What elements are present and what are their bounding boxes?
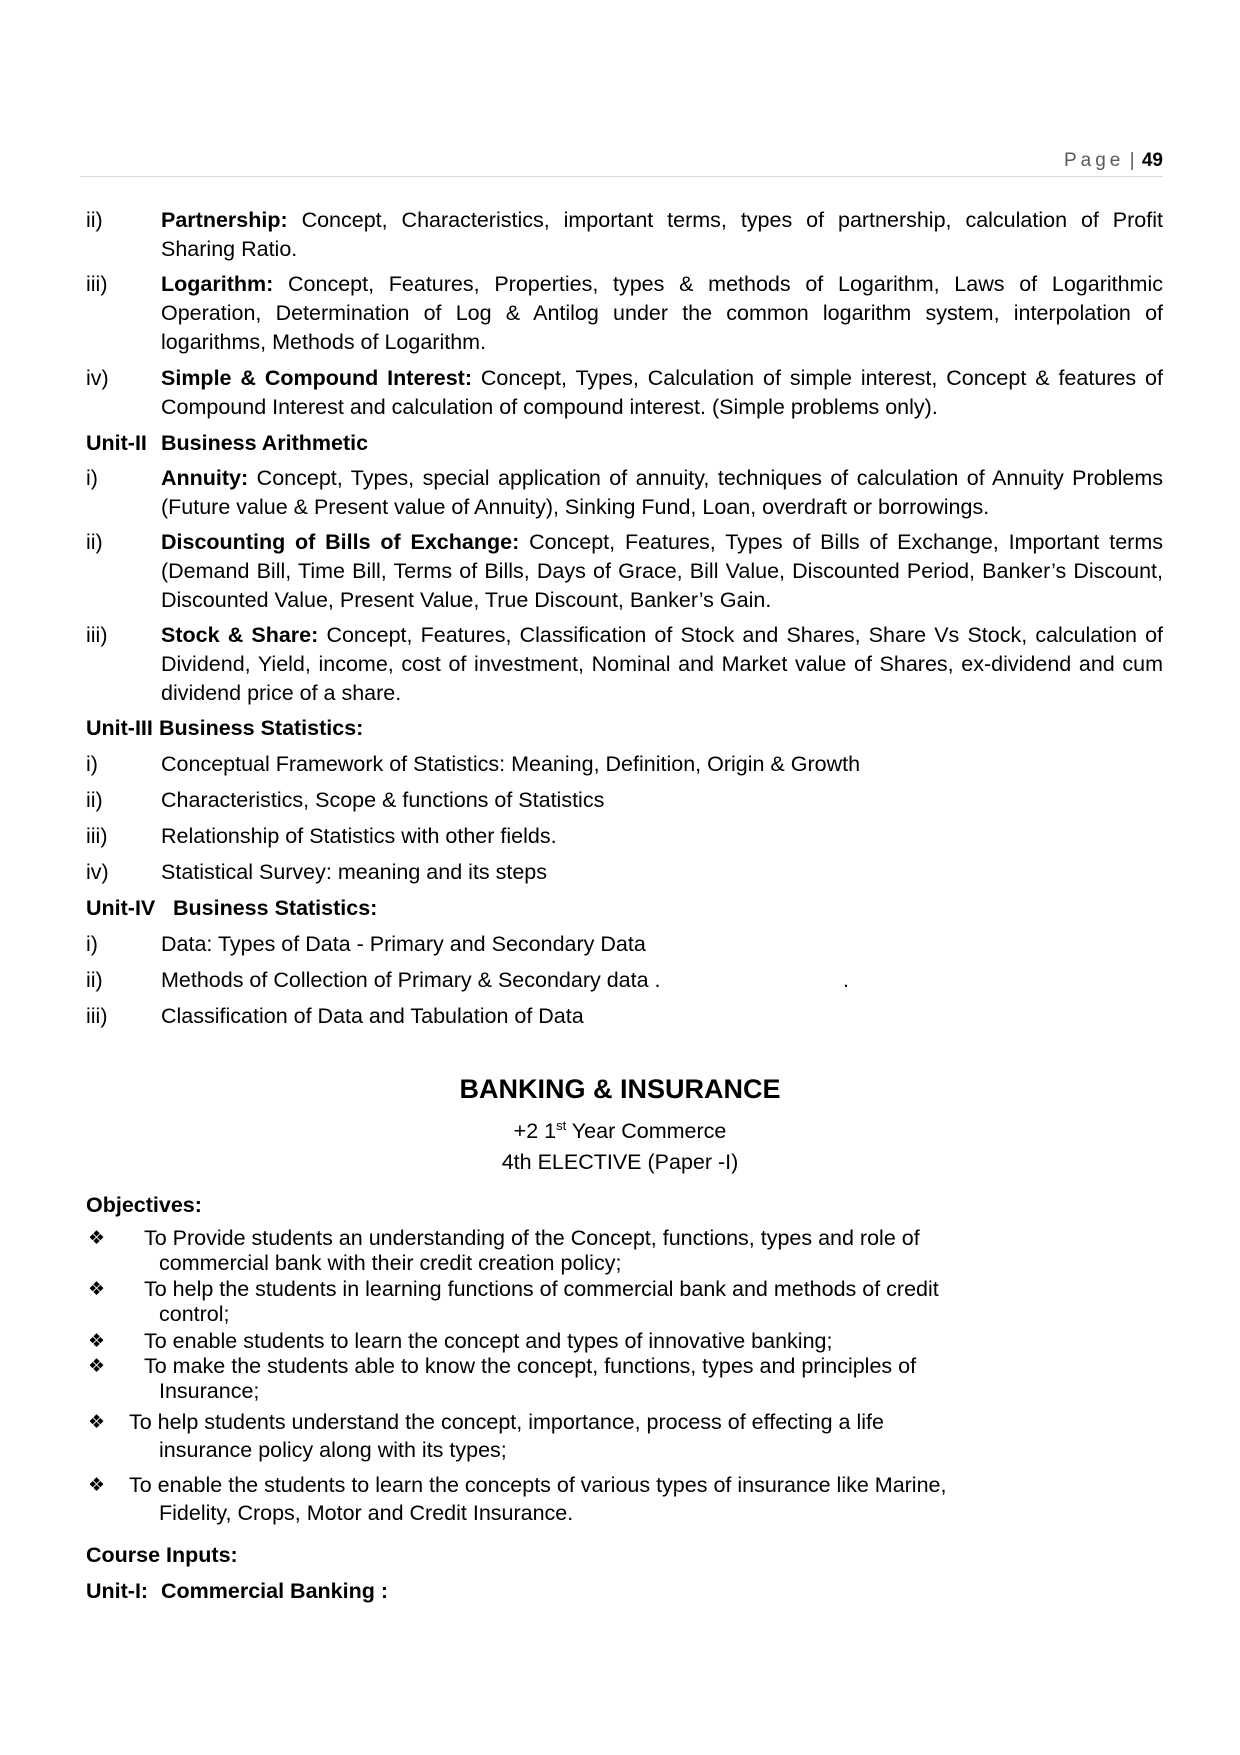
bullet-icon: ❖ [88,1331,106,1352]
objective-line: To help the students in learning functions of commercial bank and methods of credit [144,1277,939,1301]
objective-continuation: control; [159,1302,230,1326]
item-text: Concept, Types, special application of annuity, techniques of calculation of Annuity Problems (Future value & Present value of Annuity), Sinking Fund, Loan, overdraft or borrowings. [161,466,1163,519]
unit-heading [86,429,369,458]
item-title: Discounting of Bills of Exchange: [161,530,520,554]
item-title: Simple & Compound Interest: [161,366,472,390]
objective-line: To make the students able to know the concept, functions, types and principles of [144,1354,917,1378]
item-text: Classification of Data and Tabulation of Data [161,1004,584,1028]
bullet-icon: ❖ [88,1279,106,1300]
item-number: i) [86,466,98,490]
page-number: 49 [1141,150,1163,171]
item-number: iii) [86,824,108,848]
page-header [80,150,1163,177]
item-title: Stock & Share: [161,623,319,647]
item-number: iii) [86,272,108,296]
item-body [161,464,1163,522]
objective-continuation: Insurance; [159,1379,260,1403]
item-text: Concept, Features, Properties, types & methods of Logarithm, Laws of Logarithmic Operation, Determination of Log & Antilog under the common logarithm system, interpolation of logarithms, Methods of Logarithm. [161,272,1163,354]
item-number: iii) [86,1004,108,1028]
objective-continuation: Fidelity, Crops, Motor and Credit Insurance. [159,1501,574,1525]
objective-continuation: insurance policy along with its types; [159,1438,507,1462]
objective-line: To Provide students an understanding of the Concept, functions, types and role of [144,1226,920,1250]
item-body [161,364,1163,422]
unit-heading [86,894,378,923]
objective-text [144,1226,1004,1276]
objective-text [129,1473,989,1529]
unit-title: Business Arithmetic [161,431,369,455]
item-text: Conceptual Framework of Statistics: Meaning, Definition, Origin & Growth [161,752,861,776]
unit-label: Unit-IV [86,896,156,920]
item-body [161,206,1163,264]
item-number: iv) [86,860,109,884]
item-number: iv) [86,366,109,390]
item-number: ii) [86,208,103,232]
item-number: ii) [86,530,103,554]
section-title: BANKING & INSURANCE [459,1074,781,1104]
unit-title: Business Statistics: [159,716,364,740]
unit-heading [86,1577,388,1606]
item-text: Relationship of Statistics with other fields. [161,824,557,848]
objectives-heading: Objectives: [86,1193,202,1217]
item-number: i) [86,752,98,776]
subtitle-prefix: +2 1 [513,1119,557,1144]
bullet-icon: ❖ [88,1228,106,1249]
bullet-icon: ❖ [88,1475,106,1496]
item-text: Methods of Collection of Primary & Secondary data . [161,968,661,992]
unit-title: Business Statistics: [173,896,378,920]
unit-label: Unit-I: [86,1579,149,1603]
objective-line: To help students understand the concept, importance, process of effecting a life [129,1410,884,1434]
item-text: Concept, Features, Classification of Stock and Shares, Share Vs Stock, calculation of Dividend, Yield, income, cost of investment, Nominal and Market value of Shares, ex-dividend and cum dividend price of a share. [161,623,1164,705]
objective-line: To enable the students to learn the concepts of various types of insurance like Marine, [129,1473,947,1497]
item-number: ii) [86,968,103,992]
objective-text [144,1329,1004,1354]
section-paper: 4th ELECTIVE (Paper -I) [501,1150,739,1174]
unit-heading [86,714,364,743]
item-number: iii) [86,623,108,647]
unit-title: Commercial Banking : [161,1579,388,1603]
item-text: Concept, Features, Types of Bills of Exchange, Important terms (Demand Bill, Time Bill, Terms of Bills, Days of Grace, Bill Value, Discounted Period, Banker’s Discount, Discounted Value, Present Value, True Discount, Banker’s Gain. [161,530,1163,612]
header-separator: | [1129,150,1140,171]
bullet-icon: ❖ [88,1356,106,1377]
item-title: Annuity: [161,466,249,490]
item-body [161,270,1163,357]
objective-text [129,1410,989,1466]
unit-label: Unit-III [86,716,153,740]
item-number: i) [86,932,98,956]
item-text: Concept, Characteristics, important terms, types of partnership, calculation of Profit Sharing Ratio. [161,208,1163,261]
course-inputs-heading: Course Inputs: [86,1543,238,1567]
item-text: Statistical Survey: meaning and its steps [161,860,547,884]
item-body [161,528,1163,615]
objective-text [144,1354,1004,1404]
item-text: Data: Types of Data - Primary and Secondary Data [161,932,646,956]
item-title: Partnership: [161,208,288,232]
subtitle-superscript: st [556,1118,567,1133]
item-text: Concept, Types, Calculation of simple interest, Concept & features of Compound Interest and calculation of compound interest. (Simple problems only). [161,366,1163,419]
bullet-icon: ❖ [88,1412,106,1433]
objective-text [144,1277,1004,1327]
subtitle-suffix: Year Commerce [566,1119,727,1144]
item-body [161,621,1163,708]
trailing-dot: . [843,968,849,992]
item-title: Logarithm: [161,272,274,296]
unit-label: Unit-II [86,431,147,455]
item-text: Characteristics, Scope & functions of Statistics [161,788,605,812]
page-label: Page [1063,150,1125,171]
item-number: ii) [86,788,103,812]
section-subtitle [0,1111,1240,1146]
objective-continuation: commercial bank with their credit creation policy; [159,1251,622,1275]
objective-line: To enable students to learn the concept and types of innovative banking; [144,1329,833,1353]
